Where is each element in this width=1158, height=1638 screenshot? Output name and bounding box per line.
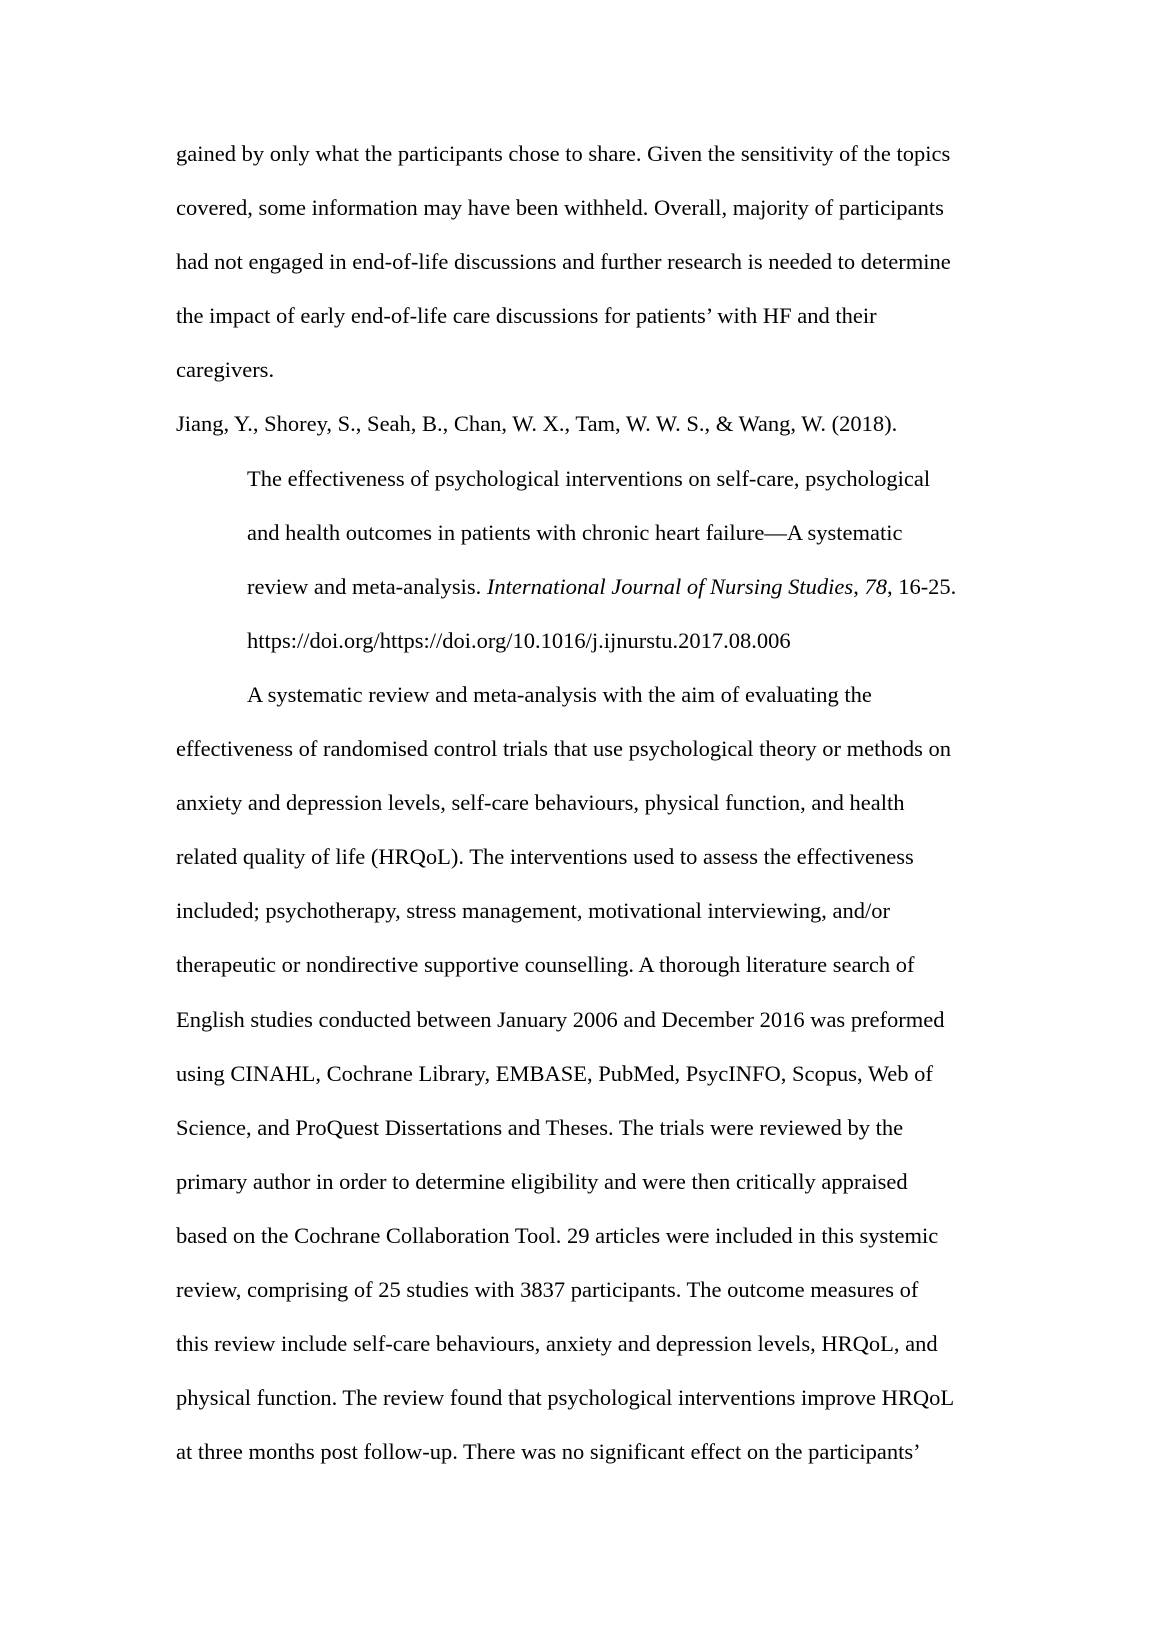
reference-entry [176, 397, 996, 667]
paragraph-line: covered, some information may have been withheld. Overall, majority of participants [176, 195, 944, 221]
paragraph-line: physical function. The review found that psychological interventions improve HRQoL [176, 1385, 955, 1411]
reference-title-line: and health outcomes in patients with chronic heart failure—A systematic [247, 519, 903, 545]
paragraph-line: gained by only what the participants chose to share. Given the sensitivity of the topics [176, 141, 951, 166]
paragraph-line: Science, and ProQuest Dissertations and Theses. The trials were reviewed by the [176, 1114, 904, 1140]
reference-source-line [176, 560, 996, 614]
reference-authors-line: Jiang, Y., Shorey, S., Seah, B., Chan, W. X., Tam, W. W. S., & Wang, W. (2018). [176, 411, 898, 437]
paragraph-line: A systematic review and meta-analysis with the aim of evaluating the [247, 681, 872, 707]
reference-doi: https://doi.org/https://doi.org/10.1016/j.ijnurstu.2017.08.006 [247, 627, 791, 653]
paragraph-line: review, comprising of 25 studies with 3837 participants. The outcome measures of [176, 1276, 919, 1302]
paragraph-line: included; psychotherapy, stress management, motivational interviewing, and/or [176, 898, 890, 924]
reference-title-line: The effectiveness of psychological interventions on self-care, psychological [247, 465, 931, 491]
reference-title-end: review and meta-analysis. [247, 573, 487, 599]
continuation-paragraph [176, 127, 996, 397]
paragraph-line: related quality of life (HRQoL). The interventions used to assess the effectiveness [176, 844, 914, 870]
journal-name: International Journal of Nursing Studies [486, 573, 854, 599]
paragraph-line: anxiety and depression levels, self-care behaviours, physical function, and health [176, 790, 905, 816]
paragraph-line: at three months post follow-up. There was no significant effect on the participants’ [176, 1439, 921, 1465]
paragraph-line: effectiveness of randomised control trials that use psychological theory or methods on [176, 736, 952, 762]
paragraph-line: English studies conducted between January 2006 and December 2016 was preformed [176, 1006, 945, 1032]
paragraph-line: using CINAHL, Cochrane Library, EMBASE, PubMed, PsycINFO, Scopus, Web of [176, 1060, 933, 1086]
paragraph-line: this review include self-care behaviours, anxiety and depression levels, HRQoL, and [176, 1331, 938, 1357]
body-text [176, 127, 996, 1479]
paragraph-line: had not engaged in end-of-life discussions and further research is needed to determine [176, 249, 951, 275]
paragraph-line: therapeutic or nondirective supportive counselling. A thorough literature search of [176, 952, 915, 978]
paragraph-line: the impact of early end-of-life care discussions for patients’ with HF and their [176, 303, 877, 329]
annotation-paragraph [176, 668, 996, 1479]
journal-separator: , [853, 573, 865, 599]
paragraph-line: primary author in order to determine eligibility and were then critically appraised [176, 1168, 908, 1194]
journal-pages: , 16-25. [886, 573, 957, 599]
journal-volume: 78 [864, 573, 887, 599]
paragraph-line: based on the Cochrane Collaboration Tool. 29 articles were included in this systemic [176, 1222, 939, 1248]
paragraph-line: caregivers. [176, 357, 275, 383]
